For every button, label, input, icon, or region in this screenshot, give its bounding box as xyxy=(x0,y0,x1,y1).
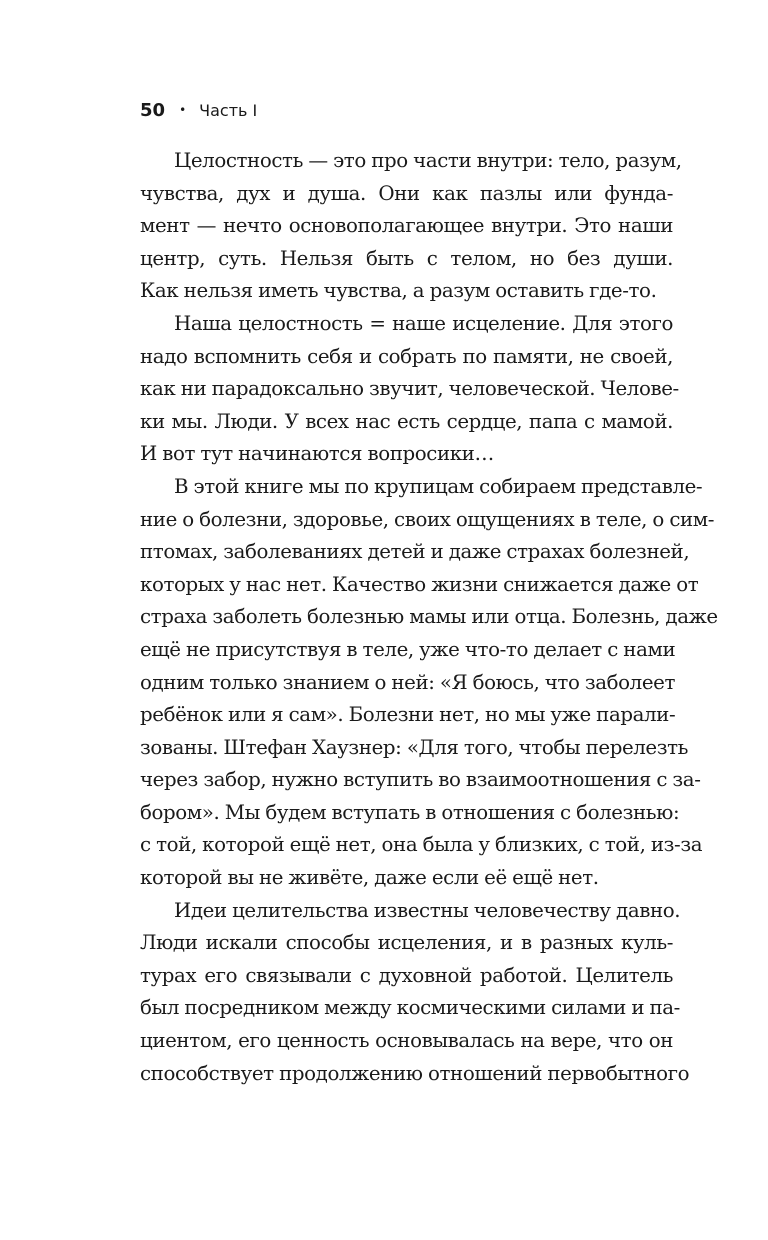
body-text xyxy=(140,145,718,1090)
text-line: ещё не присутствуя в теле, уже что-то делает с нами xyxy=(140,637,676,661)
text-line: чувства, дух и душа. Они как пазлы или фунда- xyxy=(140,181,673,205)
text-line: страха заболеть болезнью мамы или отца. Болезнь, даже xyxy=(140,605,718,629)
text-line: как ни парадоксально звучит, человеческой. Челове- xyxy=(140,377,679,401)
text-line: которых у нас нет. Качество жизни снижается даже от xyxy=(140,572,699,596)
text-line: бором». Мы будем вступать в отношения с болезнью: xyxy=(140,800,680,824)
text-line: циентом, его ценность основывалась на вере, что он xyxy=(140,1029,673,1053)
text-line: ки мы. Люди. У всех нас есть сердце, папа с мамой. xyxy=(140,409,673,433)
text-line: ребёнок или я сам». Болезни нет, но мы уже парали- xyxy=(140,703,676,727)
text-line: птомах, заболеваниях детей и даже страхах болезней, xyxy=(140,540,690,564)
section-name: Часть I xyxy=(199,100,258,120)
text-line: одним только знанием о ней: «Я боюсь, что заболеет xyxy=(140,670,675,694)
text-line: центр, суть. Нельзя быть с телом, но без души. xyxy=(140,246,673,270)
paragraph xyxy=(140,145,682,308)
text-line: Наша целостность = наше исцеление. Для этого xyxy=(174,311,673,335)
text-line: через забор, нужно вступить во взаимоотношения с за- xyxy=(140,768,701,792)
text-line: которой вы не живёте, даже если её ещё нет. xyxy=(140,866,599,890)
text-line: зованы. Штефан Хаузнер: «Для того, чтобы перелезть xyxy=(140,735,689,759)
text-line: мент — нечто основополагающее внутри. Это наши xyxy=(140,214,673,238)
text-line: Люди искали способы исцеления, и в разных куль- xyxy=(140,931,673,955)
running-head xyxy=(140,96,257,124)
text-line: способствует продолжению отношений первобытного xyxy=(140,1061,690,1085)
text-line: Как нельзя иметь чувства, а разум оставить где-то. xyxy=(140,279,657,303)
text-line: был посредником между космическими силами и па- xyxy=(140,996,680,1020)
page-number: 50 xyxy=(140,99,166,121)
paragraph xyxy=(140,895,690,1091)
text-line: В этой книге мы по крупицам собираем представле- xyxy=(174,474,703,498)
text-line: с той, которой ещё нет, она была у близких, с той, из-за xyxy=(140,833,703,857)
paragraph xyxy=(140,471,718,895)
text-line: И вот тут начинаются вопросики… xyxy=(140,442,494,466)
text-line: турах его связывали с духовной работой. Целитель xyxy=(140,963,673,987)
text-line: надо вспомнить себя и собрать по памяти, не своей, xyxy=(140,344,673,368)
text-line: ние о болезни, здоровье, своих ощущениях в теле, о сим- xyxy=(140,507,715,531)
header-bullet: • xyxy=(179,103,187,117)
text-line: Целостность — это про части внутри: тело, разум, xyxy=(174,149,682,172)
text-line: Идеи целительства известны человечеству давно. xyxy=(174,898,681,922)
paragraph xyxy=(140,308,679,471)
